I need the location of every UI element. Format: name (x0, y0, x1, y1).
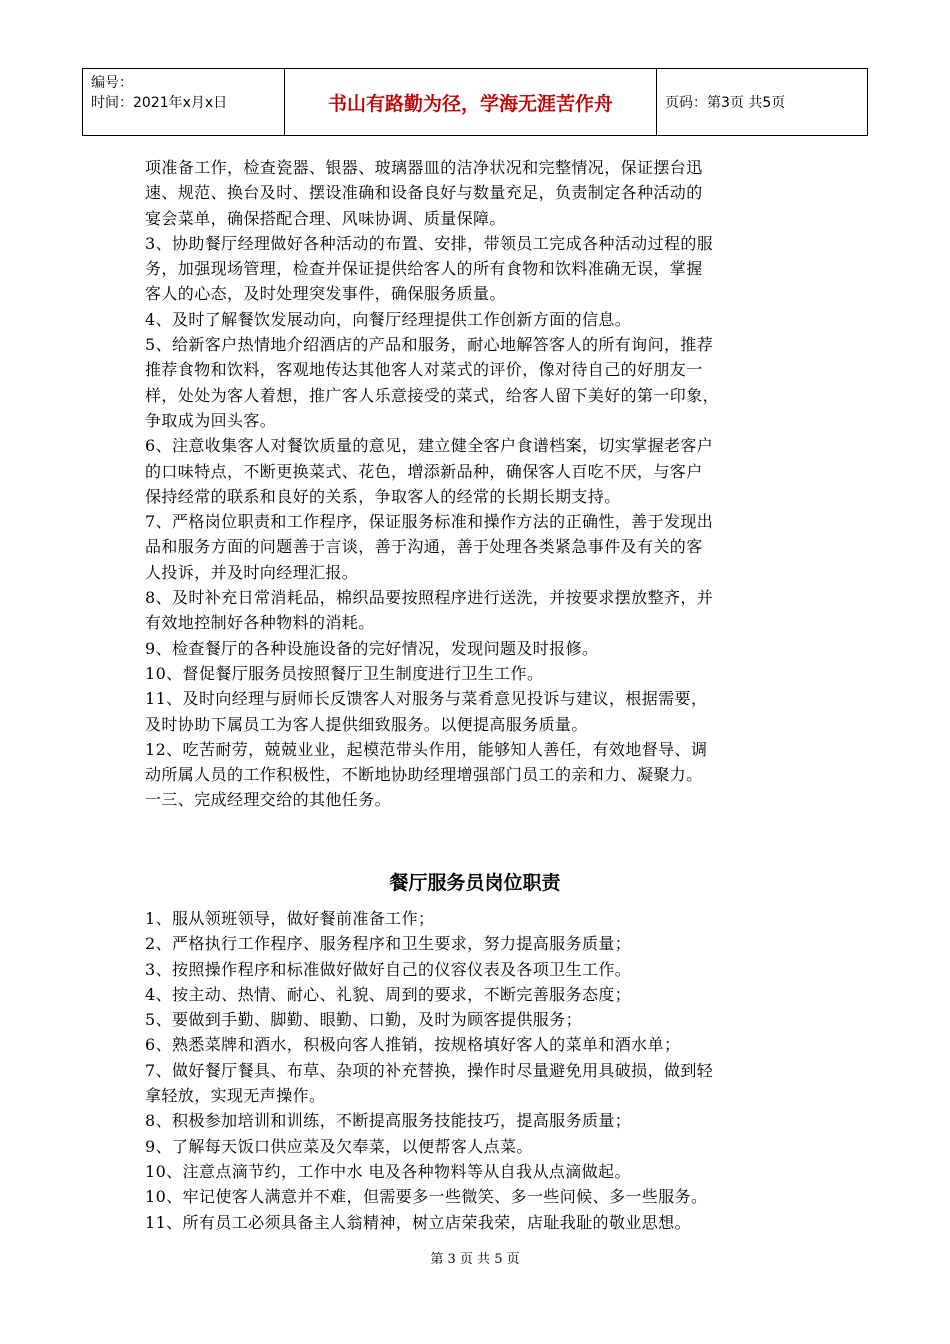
body-line: 宴会菜单，确保搭配合理、风味协调、质量保障。 (145, 208, 506, 228)
body-text (145, 155, 810, 813)
body-line: 10、督促餐厅服务员按照餐厅卫生制度进行卫生工作。 (145, 663, 544, 683)
body-line: 保持经常的联系和良好的关系，争取客人的经常的长期长期支持。 (145, 486, 621, 506)
section-title: 餐厅服务员岗位职责 (389, 872, 561, 894)
header-motto: 书山有路勤为径，学海无涯苦作舟 (285, 69, 657, 135)
body-line: 样，处处为客人着想，推广客人乐意接受的菜式，给客人留下美好的第一印象， (145, 385, 720, 405)
body-line: 客人的心态，及时处理突发事件，确保服务质量。 (145, 284, 506, 304)
body-line: 3、协助餐厅经理做好各种活动的布置、安排，带领员工完成各种活动过程的服 (145, 233, 714, 253)
body-line: 8、及时补充日常消耗品，棉织品要按照程序进行送洗，并按要求摆放整齐，并 (145, 588, 714, 608)
body-line: 9、检查餐厅的各种设施设备的完好情况，发现问题及时报修。 (145, 638, 599, 658)
document-number-label: 编号： (91, 75, 133, 91)
document-time-label: 时间：2021年x月x日 (91, 95, 228, 111)
header-info-cell (83, 69, 285, 135)
list-item: 8、积极参加培训和训练，不断提高服务技能技巧，提高服务质量； (145, 1111, 632, 1131)
list-item: 5、要做到手勤、脚勤、眼勤、口勤，及时为顾客提供服务； (145, 1010, 582, 1030)
body-line: 有效地控制好各种物料的消耗。 (145, 613, 375, 633)
body-line: 11、及时向经理与厨师长反馈客人对服务与菜肴意见投诉与建议，根据需要， (145, 689, 708, 709)
body-line: 推荐食物和饮料，客观地传达其他客人对菜式的评价，像对待自己的好朋友一 (145, 360, 703, 380)
list-item: 4、按主动、热情、耐心、礼貌、周到的要求，不断完善服务态度； (145, 984, 632, 1004)
body-line: 人投诉，并及时向经理汇报。 (145, 562, 359, 582)
list-item: 6、熟悉菜牌和酒水，积极向客人推销，按规格填好客人的菜单和酒水单； (145, 1035, 681, 1055)
list-item: 11、所有员工必须具备主人翁精神，树立店荣我荣，店耻我耻的敬业思想。 (145, 1212, 691, 1232)
body-line: 务，加强现场管理，检查并保证提供给客人的所有食物和饮料准确无误，掌握 (145, 259, 703, 279)
body-line: 4、及时了解餐饮发展动向，向餐厅经理提供工作创新方面的信息。 (145, 309, 632, 329)
body-line: 一三、完成经理交给的其他任务。 (145, 790, 392, 810)
list-item: 7、做好餐厅餐具、布草、杂项的补充替换，操作时尽量避免用具破损，做到轻 (145, 1060, 714, 1080)
list-item: 10、牢记使客人满意并不难，但需要多一些微笑、多一些问候、多一些服务。 (145, 1187, 708, 1207)
list-item: 1、服从领班领导，做好餐前准备工作； (145, 909, 435, 928)
list-item: 3、按照操作程序和标准做好做好自己的仪容仪表及各项卫生工作。 (145, 959, 632, 979)
duties-list (145, 906, 810, 1235)
body-line: 6、注意收集客人对餐饮质量的意见，建立健全客户食谱档案，切实掌握老客户 (145, 436, 714, 456)
body-line: 项准备工作，检查瓷器、银器、玻璃器皿的洁净状况和完整情况，保证摆台迅 (145, 158, 703, 177)
header-table (82, 68, 868, 136)
body-line: 5、给新客户热情地介绍酒店的产品和服务，耐心地解答客人的所有询问，推荐 (145, 335, 714, 355)
body-line: 及时协助下属员工为客人提供细致服务。以便提高服务质量。 (145, 714, 588, 734)
list-item: 2、严格执行工作程序、服务程序和卫生要求，努力提高服务质量； (145, 934, 632, 954)
body-line: 7、严格岗位职责和工作程序，保证服务标准和操作方法的正确性，善于发现出 (145, 512, 714, 532)
list-item: 9、了解每天饭口供应菜及欠奉菜，以便帮客人点菜。 (145, 1136, 533, 1156)
body-line: 12、吃苦耐劳，兢兢业业，起模范带头作用，能够知人善任，有效地督导、调 (145, 739, 708, 759)
list-item: 拿轻放，实现无声操作。 (145, 1086, 326, 1106)
page-footer: 第 3 页 共 5 页 (430, 1252, 520, 1267)
body-line: 速、规范、换台及时、摆设准确和设备良好与数量充足，负责制定各种活动的 (145, 183, 703, 203)
body-line: 品和服务方面的问题善于言谈，善于沟通，善于处理各类紧急事件及有关的客 (145, 537, 703, 557)
body-line: 的口味特点，不断更换菜式、花色，增添新品种，确保客人百吃不厌，与客户 (145, 461, 703, 481)
body-line: 动所属人员的工作积极性，不断地协助经理增强部门员工的亲和力、凝聚力。 (145, 765, 703, 785)
header-page-label: 页码：第3页 共5页 (665, 95, 786, 111)
list-item: 10、注意点滴节约，工作中水 电及各种物料等从自我从点滴做起。 (145, 1161, 631, 1181)
body-line: 争取成为回头客。 (145, 410, 277, 430)
